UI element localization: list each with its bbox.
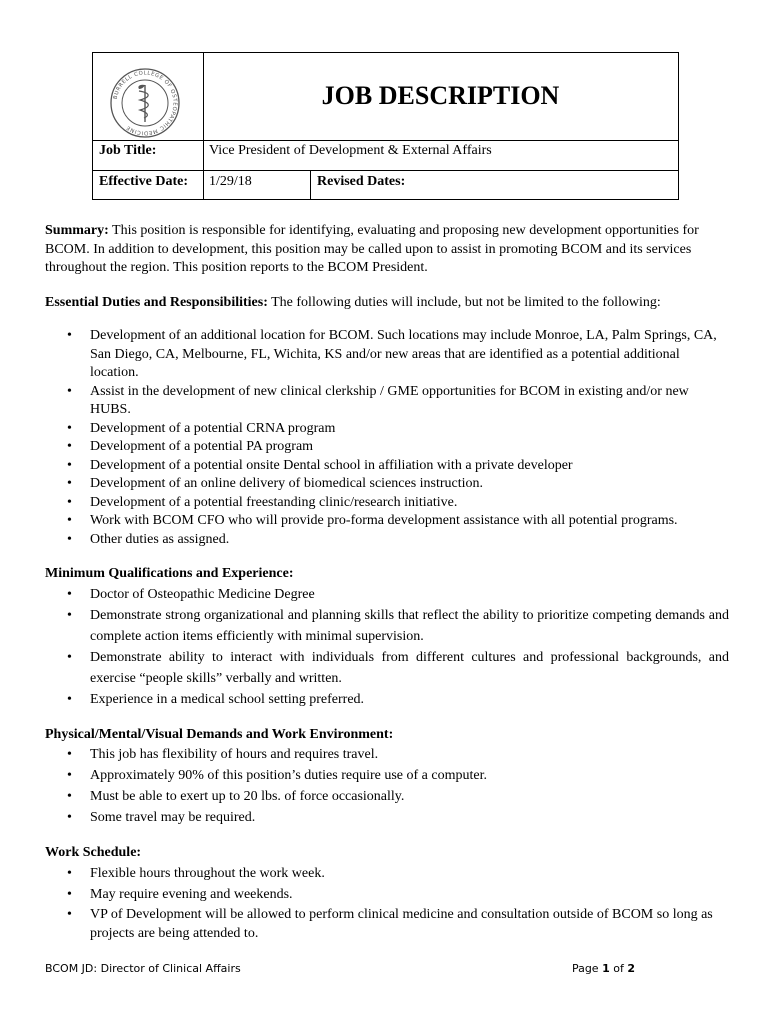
document-body <box>45 222 729 943</box>
effective-date-label: Effective Date: <box>99 174 189 189</box>
page-footer <box>45 962 635 975</box>
page-title: JOB DESCRIPTION <box>321 81 560 110</box>
svg-text:BURRELL COLLEGE OF OSTEOPATHIC: BURRELL COLLEGE OF OSTEOPATHIC MEDICINE <box>112 70 178 136</box>
list-item: • Other duties as assigned. <box>45 531 729 550</box>
list-item: • Development of an additional location for BCOM. Such locations may include Monroe, LA, Palm Springs, CA, San Diego, CA, Melbourne, FL, Wichita, KS and/or new areas that are identified as a potential additional location. <box>45 327 729 383</box>
revised-dates-label: Revised Dates: <box>317 174 406 189</box>
college-seal-logo <box>109 67 181 139</box>
effective-date-value: 1/29/18 <box>209 174 252 189</box>
list-item: • Development of a potential PA program <box>45 438 729 457</box>
header-table <box>92 52 679 200</box>
summary-text: This position is responsible for identifying, evaluating and proposing new development opportunities for BCOM. In addition to development, this position may be called upon to assist in promoting BCOM and its services throughout the region. This position reports to the BCOM President. <box>45 223 699 275</box>
qualifications-list <box>45 584 729 710</box>
list-item: • Development of a potential CRNA program <box>45 420 729 439</box>
list-item: • Demonstrate strong organizational and planning skills that reflect the ability to prioritize competing demands and complete action items efficiently with minimal supervision. <box>45 605 729 647</box>
job-title-label: Job Title: <box>99 143 157 158</box>
physical-list <box>45 744 729 828</box>
duties-label: Essential Duties and Responsibilities: <box>45 294 268 310</box>
footer-doc-label: BCOM JD: Director of Clinical Affairs <box>45 962 241 975</box>
list-item: • Some travel may be required. <box>45 807 729 828</box>
physical-heading: Physical/Mental/Visual Demands and Work Environment: <box>45 726 394 742</box>
summary-label: Summary: <box>45 223 109 238</box>
schedule-list <box>45 863 729 943</box>
list-item: • Development of a potential onsite Dental school in affiliation with a private developer <box>45 457 729 476</box>
list-item: • Assist in the development of new clinical clerkship / GME opportunities for BCOM in existing and/or new HUBS. <box>45 383 729 420</box>
list-item: • Development of an online delivery of biomedical sciences instruction. <box>45 475 729 494</box>
list-item: • Experience in a medical school setting preferred. <box>45 689 729 710</box>
duties-intro: The following duties will include, but not be limited to the following: <box>267 294 661 310</box>
list-item: • Must be able to exert up to 20 lbs. of force occasionally. <box>45 786 729 807</box>
schedule-heading: Work Schedule: <box>45 845 142 860</box>
qualifications-heading: Minimum Qualifications and Experience: <box>45 566 294 581</box>
list-item: • May require evening and weekends. <box>45 884 729 905</box>
summary-paragraph <box>45 222 729 278</box>
list-item: • Flexible hours throughout the work week. <box>45 863 729 884</box>
job-title-value: Vice President of Development & External Affairs <box>209 143 492 158</box>
duties-list <box>45 327 729 549</box>
list-item: • Development of a potential freestanding clinic/research initiative. <box>45 494 729 513</box>
page-number: Page 1 of 2 <box>571 962 635 975</box>
list-item: • Approximately 90% of this position’s duties require use of a computer. <box>45 765 729 786</box>
list-item: • Doctor of Osteopathic Medicine Degree <box>45 584 729 605</box>
list-item: • Demonstrate ability to interact with individuals from different cultures and professional backgrounds, and exercise “people skills” verbally and written. <box>45 647 729 689</box>
duties-heading-line <box>45 294 729 313</box>
list-item: • Work with BCOM CFO who will provide pro-forma development assistance with all potential programs. <box>45 512 729 531</box>
list-item: • VP of Development will be allowed to perform clinical medicine and consultation outside of BCOM so long as projects are being attended to. <box>45 905 729 943</box>
list-item: • This job has flexibility of hours and requires travel. <box>45 744 729 765</box>
